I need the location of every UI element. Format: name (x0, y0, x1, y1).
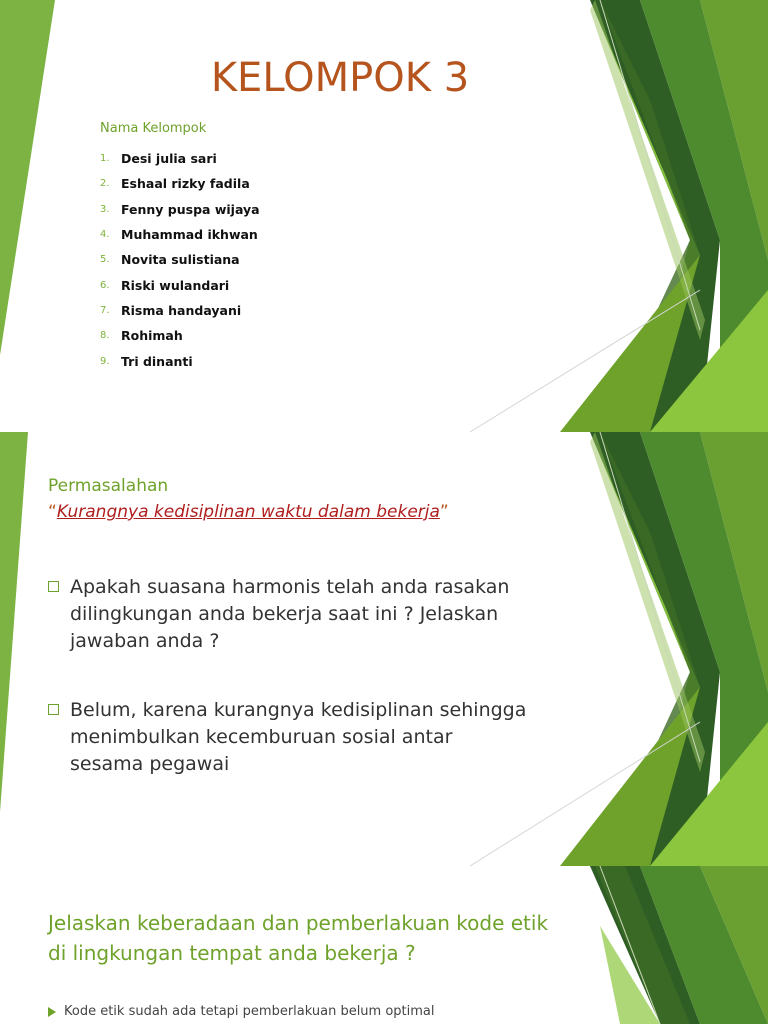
list-item: 2. Eshaal rizky fadila (100, 176, 250, 192)
list-item: 5. Novita sulistiana (100, 252, 240, 268)
section-heading: Permasalahan (48, 476, 169, 496)
checkbox-bullet-icon (48, 581, 59, 592)
slide-title: KELOMPOK 3 (210, 55, 470, 101)
list-item: 8. Rohimah (100, 328, 183, 344)
problem-statement: “Kurangnya kedisiplinan waktu dalam bekerja” (48, 502, 449, 522)
checkbox-bullet-icon (48, 704, 59, 715)
slide-2 (0, 432, 768, 866)
list-item: 3. Fenny puspa wijaya (100, 201, 260, 217)
slide-3 (0, 866, 768, 1024)
slide-1 (0, 0, 768, 432)
list-item: 7. Risma handayani (100, 302, 242, 318)
group-members-label: Nama Kelompok (100, 121, 207, 136)
list-item: 1. Desi julia sari (100, 151, 217, 167)
list-item: 9. Tri dinanti (100, 353, 193, 369)
list-item: 6. Riski wulandari (100, 277, 230, 293)
answer-bullet: Belum, karena kurangnya kedisiplinan sehingga menimbulkan kecemburuan sosial antar sesama pegawai (48, 697, 528, 778)
question-bullet: Apakah suasana harmonis telah anda rasakan dilingkungan anda bekerja saat ini ? Jelaskan jawaban anda ? (48, 574, 528, 655)
answer-item: Kode etik sudah ada tetapi pemberlakuan belum optimal (48, 1004, 435, 1019)
question-heading: Jelaskan keberadaan dan pemberlakuan kode etik di lingkungan tempat anda bekerja ? (48, 911, 549, 965)
member-list (100, 146, 260, 374)
triangle-bullet-icon (48, 1007, 56, 1017)
list-item: 4. Muhammad ikhwan (100, 227, 258, 243)
